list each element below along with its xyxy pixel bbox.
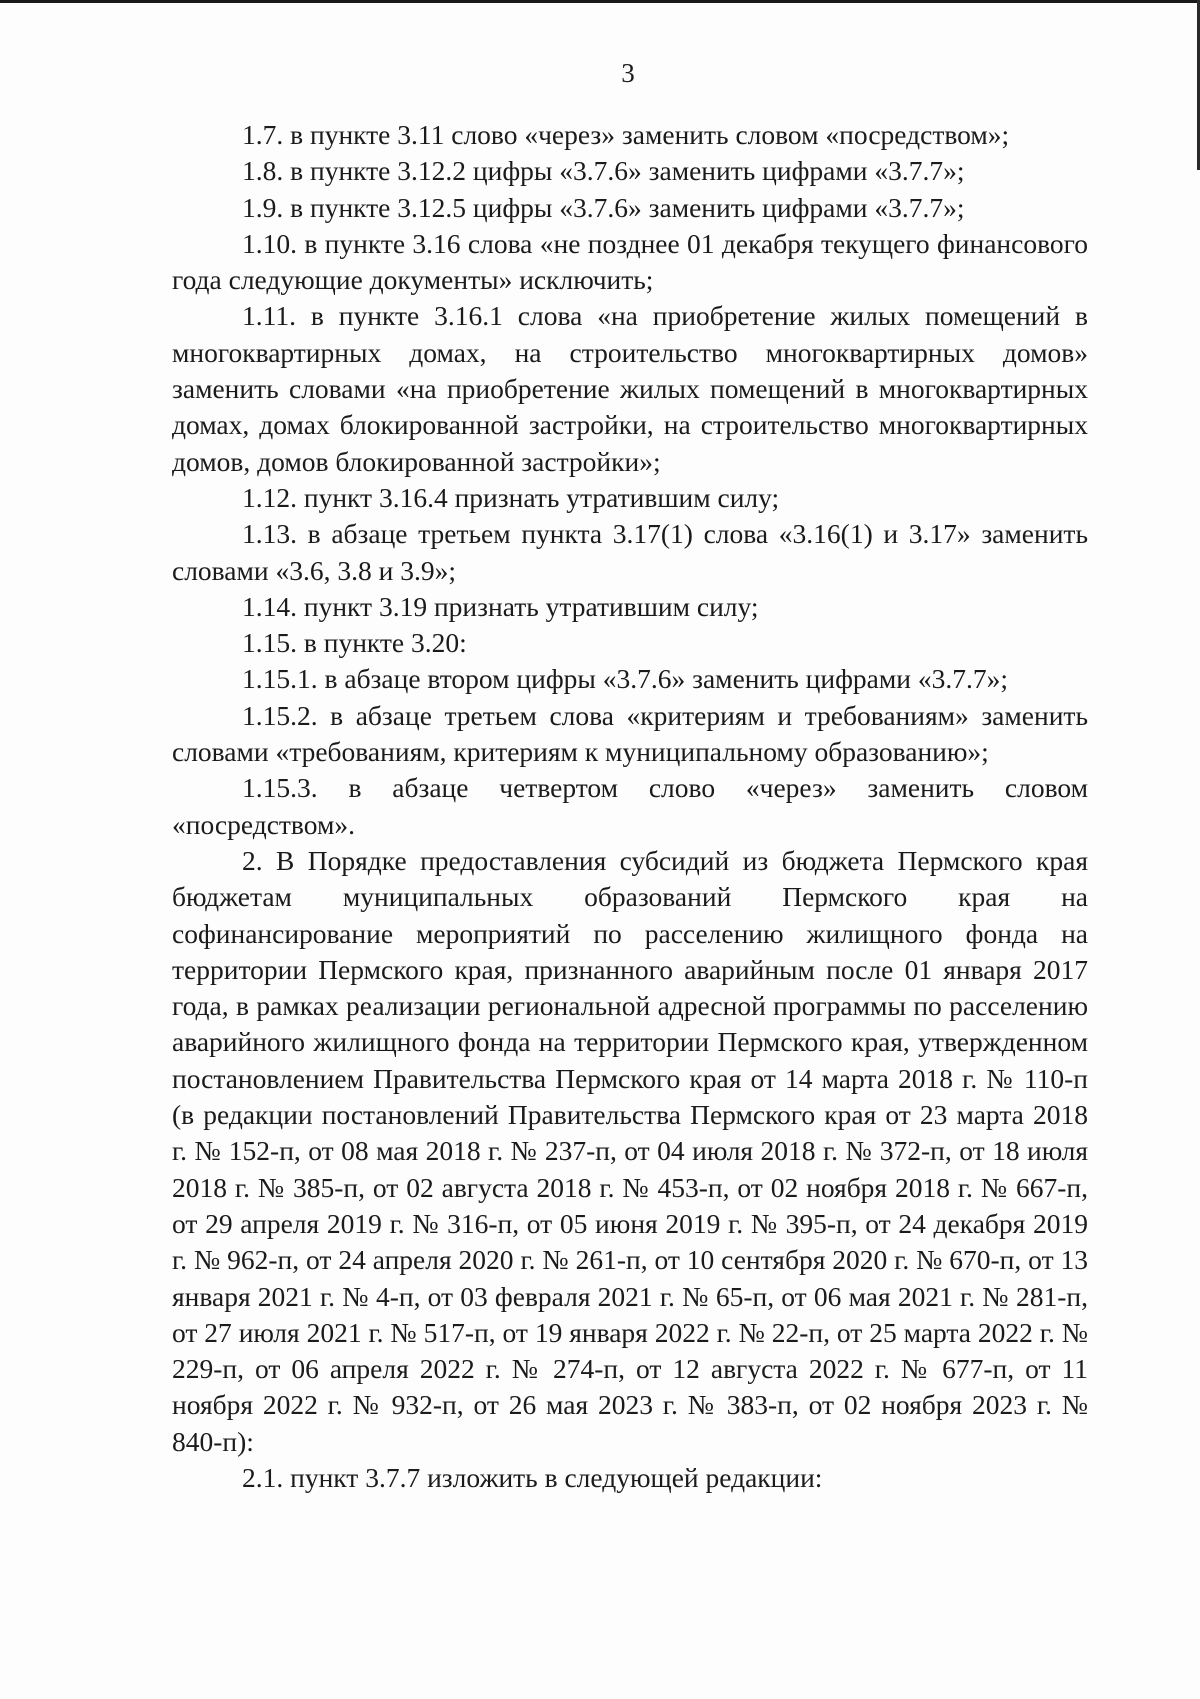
paragraph-2-1: 2.1. пункт 3.7.7 изложить в следующей редакции: — [242, 1461, 823, 1493]
paragraph-1-11: 1.11. в пункте 3.16.1 слова «на приобретение жилых помещений в многоквартирных домах, на строительство многоквартирных домов» заменить словами «на приобретение жилых помещений в многоквартирных домах, домах блокированной застройки, на строительство многоквартирных домов, домов блокированной застройки»; — [172, 300, 1088, 477]
paragraph-1-8: 1.8. в пункте 3.12.2 цифры «3.7.6» заменить цифрами «3.7.7»; — [242, 155, 965, 187]
paragraph-1-15-3: 1.15.3. в абзаце четвертом слово «через» заменить словом «посредством». — [172, 772, 1088, 840]
paragraph-1-15: 1.15. в пункте 3.20: — [242, 627, 467, 659]
paragraph-1-14: 1.14. пункт 3.19 признать утратившим силу; — [242, 590, 759, 622]
document-body — [172, 117, 1088, 1496]
page-number: 3 — [621, 58, 635, 88]
paragraph-1-15-1: 1.15.1. в абзаце втором цифры «3.7.6» заменить цифрами «3.7.7»; — [242, 663, 1008, 695]
scan-edge-top — [0, 0, 1200, 3]
paragraph-1-9: 1.9. в пункте 3.12.5 цифры «3.7.6» заменить цифрами «3.7.7»; — [242, 191, 965, 223]
paragraph-1-7: 1.7. в пункте 3.11 слово «через» заменить словом «посредством»; — [242, 119, 1010, 150]
paragraph-1-10: 1.10. в пункте 3.16 слова «не позднее 01 декабря текущего финансового года следующие документы» исключить; — [172, 227, 1088, 296]
paragraph-1-12: 1.12. пункт 3.16.4 признать утратившим силу; — [242, 481, 780, 513]
paragraph-1-13: 1.13. в абзаце третьем пункта 3.17(1) слова «3.16(1) и 3.17» заменить словами «3.6, 3.8 и 3.9»; — [172, 518, 1088, 586]
paragraph-2: 2. В Порядке предоставления субсидий из бюджета Пермского края бюджетам муниципальных образований Пермского края на софинансирование мероприятий по расселению жилищного фонда на территории Пермского края, признанного аварийным после 01 января 2017 года, в рамках реализации региональной адресной программы по расселению аварийного жилищного фонда на территории Пермского края, утвержденном постановлением Правительства Пермского края от 14 марта 2018 г. № 110-п (в редакции постановлений Правительства Пермского края от 23 марта 2018 г. № 152-п, от 08 мая 2018 г. № 237-п, от 04 июля 2018 г. № 372-п, от 18 июля 2018 г. № 385-п, от 02 августа 2018 г. № 453-п, от 02 ноября 2018 г. № 667-п, от 29 апреля 2019 г. № 316-п, от 05 июня 2019 г. № 395-п, от 24 декабря 2019 г. № 962-п, от 24 апреля 2020 г. № 261-п, от 10 сентября 2020 г. № 670-п, от 13 января 2021 г. № 4-п, от 03 февраля 2021 г. № 65-п, от 06 мая 2021 г. № 281-п, от 27 июля 2021 г. № 517-п, от 19 января 2022 г. № 22-п, от 25 марта 2022 г. № 229-п, от 06 апреля 2022 г. № 274-п, от 12 августа 2022 г. № 677-п, от 11 ноября 2022 г. № 932-п, от 26 мая 2023 г. № 383-п, от 02 ноября 2023 г. № 840-п): — [172, 844, 1088, 1457]
paragraph-1-15-2: 1.15.2. в абзаце третьем слова «критериям и требованиям» заменить словами «требованиям, критериям к муниципальному образованию»; — [172, 699, 1088, 768]
